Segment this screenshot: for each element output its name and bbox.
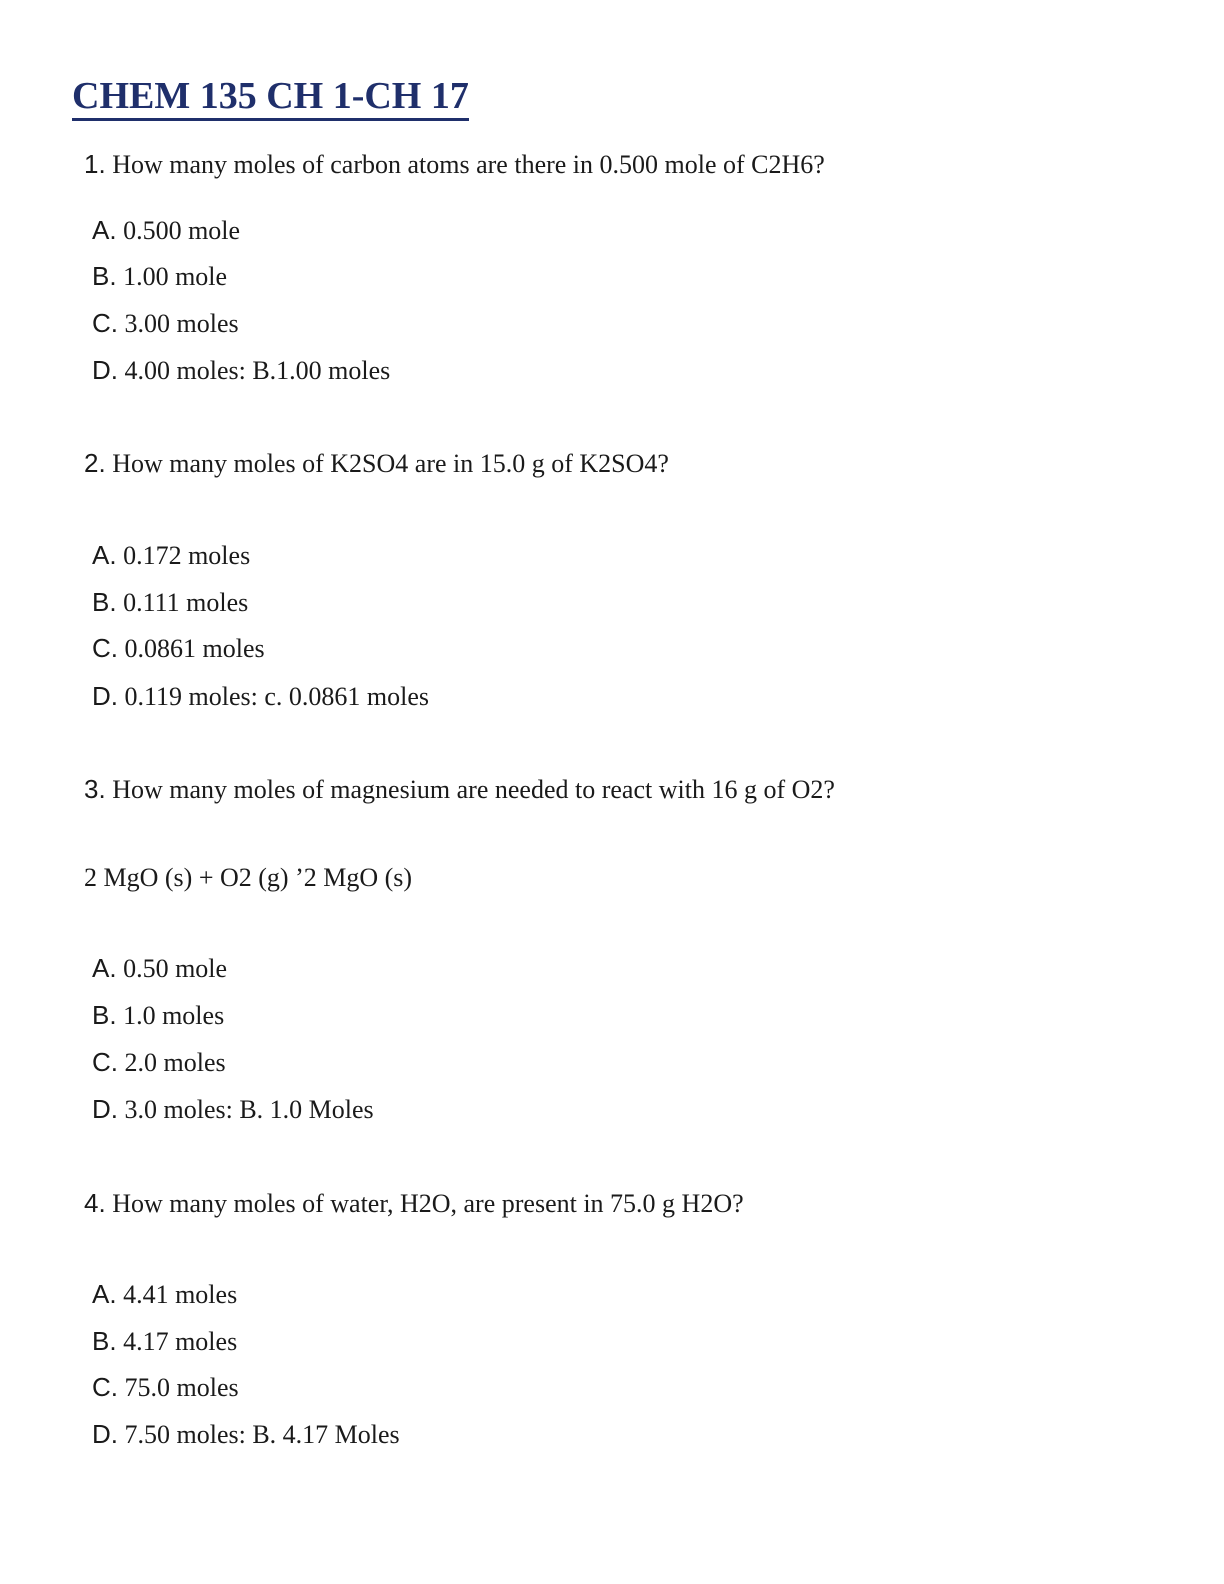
question-number: 2. bbox=[84, 448, 106, 478]
question-1-option-a bbox=[92, 214, 240, 247]
question-4-option-c bbox=[92, 1371, 239, 1404]
option-text: 0.172 moles bbox=[116, 541, 251, 570]
option-letter: C. bbox=[92, 1372, 118, 1402]
option-text: 4.41 moles bbox=[116, 1280, 238, 1309]
option-letter: A. bbox=[92, 215, 117, 245]
question-text: How many moles of water, H2O, are present in 75.0 g H2O? bbox=[105, 1189, 744, 1218]
option-text: 7.50 moles: B. 4.17 Moles bbox=[118, 1420, 400, 1449]
question-3-equation: 2 MgO (s) + O2 (g) ’2 MgO (s) bbox=[84, 863, 413, 892]
option-text: 0.500 mole bbox=[116, 216, 241, 245]
question-3-option-a bbox=[92, 952, 227, 985]
question-4-option-b bbox=[92, 1325, 237, 1358]
option-text: 75.0 moles bbox=[118, 1373, 239, 1402]
question-number: 1. bbox=[84, 149, 106, 179]
option-text: 3.0 moles: B. 1.0 Moles bbox=[118, 1095, 374, 1124]
option-letter: C. bbox=[92, 308, 118, 338]
question-1-option-b bbox=[92, 260, 227, 293]
question-number: 4. bbox=[84, 1188, 106, 1218]
option-letter: A. bbox=[92, 1279, 117, 1309]
question-3-option-c bbox=[92, 1046, 226, 1079]
document-title: CHEM 135 CH 1-CH 17 bbox=[72, 74, 469, 121]
option-letter: C. bbox=[92, 633, 118, 663]
option-letter: B. bbox=[92, 261, 117, 291]
option-letter: B. bbox=[92, 587, 117, 617]
question-text: How many moles of K2SO4 are in 15.0 g of K2SO4? bbox=[105, 449, 669, 478]
option-letter: C. bbox=[92, 1047, 118, 1077]
option-text: 4.17 moles bbox=[116, 1327, 238, 1356]
question-2-option-b bbox=[92, 586, 248, 619]
option-text: 1.0 moles bbox=[116, 1001, 225, 1030]
question-1-option-d bbox=[92, 354, 390, 387]
question-text: How many moles of carbon atoms are there in 0.500 mole of C2H6? bbox=[105, 150, 825, 179]
question-2-option-c bbox=[92, 632, 265, 665]
option-letter: A. bbox=[92, 953, 117, 983]
option-letter: D. bbox=[92, 1094, 118, 1124]
option-text: 0.50 mole bbox=[116, 954, 228, 983]
question-4-option-d bbox=[92, 1418, 400, 1451]
question-3-option-b bbox=[92, 999, 224, 1032]
option-text: 0.111 moles bbox=[116, 588, 249, 617]
question-4-option-a bbox=[92, 1278, 237, 1311]
question-2-option-a bbox=[92, 539, 250, 572]
option-letter: D. bbox=[92, 1419, 118, 1449]
question-1-prompt bbox=[84, 148, 825, 181]
option-text: 1.00 mole bbox=[116, 262, 228, 291]
question-2-option-d bbox=[92, 680, 429, 713]
option-letter: D. bbox=[92, 355, 118, 385]
question-4-prompt bbox=[84, 1187, 744, 1220]
question-number: 3. bbox=[84, 774, 106, 804]
question-text: How many moles of magnesium are needed to react with 16 g of O2? bbox=[105, 775, 835, 804]
option-letter: A. bbox=[92, 540, 117, 570]
option-text: 0.119 moles: c. 0.0861 moles bbox=[118, 682, 430, 711]
question-1-option-c bbox=[92, 307, 239, 340]
question-3-option-d bbox=[92, 1093, 374, 1126]
option-text: 3.00 moles bbox=[118, 309, 239, 338]
option-letter: D. bbox=[92, 681, 118, 711]
option-letter: B. bbox=[92, 1000, 117, 1030]
option-text: 2.0 moles bbox=[118, 1048, 226, 1077]
option-text: 4.00 moles: B.1.00 moles bbox=[118, 356, 391, 385]
option-text: 0.0861 moles bbox=[118, 634, 265, 663]
question-3-prompt bbox=[84, 773, 835, 806]
question-2-prompt bbox=[84, 447, 669, 480]
option-letter: B. bbox=[92, 1326, 117, 1356]
